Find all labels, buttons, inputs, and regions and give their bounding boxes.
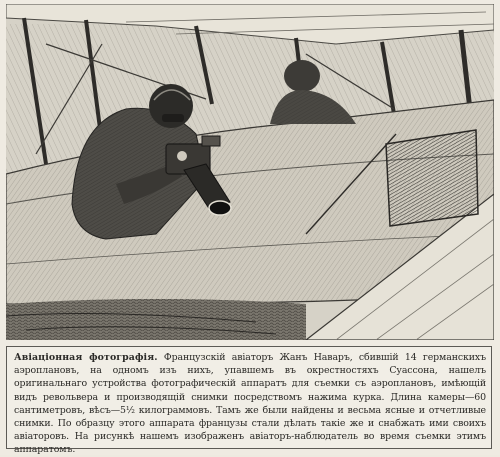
biplane-engraving: [6, 4, 494, 340]
aviation-photograph-illustration: [6, 4, 494, 340]
goggles-icon: [162, 114, 184, 122]
caption-body: Французскiй авiаторъ Жанъ Наваръ, сбившiй 14 германскихъ аэроплановъ, на одномъ изъ нихъ, упавшемъ въ окрестностяхъ Суассона, нашелъ оригинальнаго устройства фотографическiй аппаратъ для съемки съ аэроплановъ, имѣющiй видъ револьвера и производящiй снимки посредствомъ нажима курка. Длина камеры—60 сантиметровъ, вѣсъ—5½ килограммовъ. Тамъ же были найдены и весьма ясные и отчетливые снимки. По образцу этого аппарата французы стали дѣлать такiе же и снабжать ими своихъ авiаторовъ. На рисункѣ нашемъ изображенъ авiаторъ-наблюдатель во время съемки этимъ аппаратомъ.: [14, 352, 486, 456]
cockpit-panel: [386, 130, 478, 226]
caption-title: Авiацiонная фотографiя.: [14, 352, 158, 363]
caption-box: [6, 346, 492, 456]
caption-text: [14, 351, 486, 457]
pilot-helmet: [284, 60, 320, 92]
